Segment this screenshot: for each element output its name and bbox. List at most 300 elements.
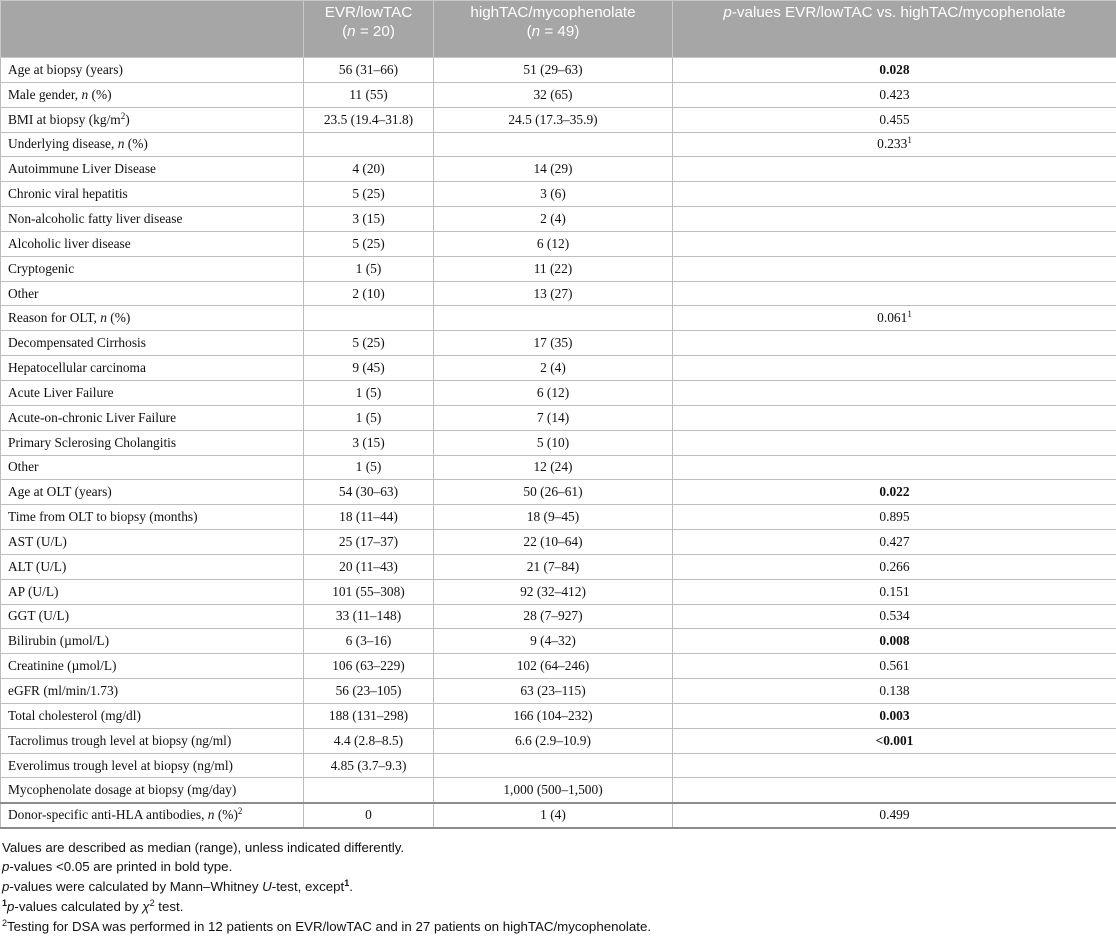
row-label-after: (%) (88, 86, 112, 102)
footnote-3-text-c: . (349, 879, 353, 895)
evr-value-cell (304, 380, 434, 405)
evr-value: 4.4 (2.8–8.5) (333, 732, 404, 748)
hightac-value: 24.5 (17.3–35.9) (508, 111, 598, 127)
row-label-cell (1, 306, 304, 331)
footnote-5-text: Testing for DSA was performed in 12 patients on EVR/lowTAC and in 27 patients on highTAC/mycophenolate. (7, 918, 652, 934)
row-label-cell (1, 356, 304, 381)
evr-value: 188 (131–298) (328, 707, 409, 723)
hightac-value-cell (434, 107, 673, 132)
evr-value-cell (304, 455, 434, 480)
p-value-cell (673, 182, 1116, 207)
table-row (1, 728, 1116, 753)
hightac-value: 6 (12) (536, 235, 570, 251)
p-value-cell (673, 430, 1116, 455)
evr-value-cell (304, 331, 434, 356)
p-value-cell (673, 554, 1116, 579)
evr-value-cell (304, 579, 434, 604)
evr-value-cell (304, 679, 434, 704)
hightac-value-cell (434, 281, 673, 306)
table-row (1, 107, 1116, 132)
evr-value-cell (304, 256, 434, 281)
p-value: 0.561 (879, 658, 910, 674)
row-label: Autoimmune Liver Disease (8, 161, 157, 177)
row-label-after: ) (125, 111, 130, 127)
evr-value: 3 (15) (352, 434, 385, 450)
header-p-italic: p (723, 4, 732, 21)
row-label: AST (U/L) (8, 533, 67, 549)
p-value-cell (673, 107, 1116, 132)
row-label: Time from OLT to biopsy (months) (8, 509, 198, 525)
row-label-italic: n (207, 807, 215, 823)
row-label: Total cholesterol (mg/dl) (8, 707, 141, 723)
hightac-value: 9 (4–32) (530, 633, 576, 649)
header-evr-n: n (347, 23, 356, 40)
evr-value-cell (304, 654, 434, 679)
row-label-after: (%) (214, 807, 238, 823)
row-label: Donor-specific anti-HLA antibodies, (8, 807, 208, 823)
evr-value: 101 (55–308) (332, 583, 405, 599)
table-row (1, 604, 1116, 629)
p-value-cell (673, 654, 1116, 679)
hightac-value-cell (434, 132, 673, 157)
hightac-value-cell (434, 728, 673, 753)
hightac-value: 18 (9–45) (526, 509, 580, 525)
table-row (1, 778, 1116, 803)
table-row (1, 207, 1116, 232)
header-hightac-count: = 49) (540, 23, 580, 40)
row-label-cell (1, 430, 304, 455)
hightac-value-cell (434, 604, 673, 629)
hightac-value: 32 (65) (533, 86, 573, 102)
row-label-italic: n (117, 136, 125, 152)
evr-value-cell (304, 405, 434, 430)
evr-value: 106 (63–229) (332, 658, 405, 674)
hightac-value: 102 (64–246) (516, 658, 590, 674)
row-label-cell (1, 703, 304, 728)
table-row (1, 281, 1116, 306)
table-row (1, 256, 1116, 281)
p-value-cell (673, 331, 1116, 356)
table-row (1, 430, 1116, 455)
p-value: 0.003 (879, 707, 910, 723)
hightac-value: 6 (12) (536, 384, 570, 400)
row-label-cell (1, 182, 304, 207)
table-header (1, 1, 1116, 58)
p-value: 0.455 (879, 111, 910, 127)
table-row (1, 703, 1116, 728)
hightac-value-cell (434, 231, 673, 256)
header-empty-cell (1, 1, 304, 58)
p-value-cell (673, 803, 1116, 828)
row-label: Age at OLT (years) (8, 484, 112, 500)
hightac-value-cell (434, 256, 673, 281)
row-label-cell (1, 530, 304, 555)
row-label-cell (1, 256, 304, 281)
row-label: Bilirubin (µmol/L) (8, 633, 110, 649)
header-row (1, 1, 1116, 58)
evr-value-cell (304, 58, 434, 83)
p-value-cell (673, 157, 1116, 182)
row-label: Reason for OLT, (8, 310, 101, 326)
row-label: Underlying disease, (8, 136, 118, 152)
hightac-value: 7 (14) (536, 409, 570, 425)
hightac-value: 50 (26–61) (523, 484, 583, 500)
p-value-cell (673, 530, 1116, 555)
evr-value-cell (304, 157, 434, 182)
p-value-cell (673, 579, 1116, 604)
row-label: BMI at biopsy (kg/m (8, 111, 121, 127)
row-label-sup: 2 (120, 110, 126, 121)
footnote-5-sup: 2 (2, 917, 8, 928)
evr-value-cell (304, 703, 434, 728)
table-row (1, 356, 1116, 381)
table-row (1, 753, 1116, 778)
hightac-value: 3 (6) (540, 186, 566, 202)
table-row (1, 380, 1116, 405)
footnote-4-sup2: 2 (149, 898, 155, 909)
row-label-cell (1, 58, 304, 83)
hightac-value: 5 (10) (536, 434, 570, 450)
evr-value: 23.5 (19.4–31.8) (323, 111, 414, 127)
footnote-4 (2, 897, 1116, 917)
p-value-cell (673, 231, 1116, 256)
evr-value: 56 (23–105) (335, 683, 402, 699)
row-label-cell (1, 380, 304, 405)
row-label: eGFR (ml/min/1.73) (8, 683, 119, 699)
row-label-cell (1, 604, 304, 629)
p-value-cell (673, 281, 1116, 306)
hightac-value-cell (434, 778, 673, 803)
p-value: 0.233 (877, 136, 908, 152)
row-label-cell (1, 480, 304, 505)
header-p-title: -values EVR/lowTAC vs. highTAC/mycophenolate (731, 4, 1066, 21)
table-row (1, 455, 1116, 480)
row-label-cell (1, 331, 304, 356)
hightac-value-cell (434, 405, 673, 430)
evr-value: 25 (17–37) (338, 533, 399, 549)
hightac-value-cell (434, 82, 673, 107)
row-label-cell (1, 803, 304, 828)
row-label-cell (1, 753, 304, 778)
evr-value: 0 (365, 807, 372, 823)
hightac-value-cell (434, 505, 673, 530)
hightac-value: 22 (10–64) (523, 533, 583, 549)
evr-value: 2 (10) (352, 285, 385, 301)
hightac-value-cell (434, 554, 673, 579)
row-label-cell (1, 107, 304, 132)
evr-value: 5 (25) (352, 335, 385, 351)
table-row (1, 306, 1116, 331)
row-label: Other (8, 285, 39, 301)
header-hightac-title: highTAC/mycophenolate (470, 4, 636, 21)
header-evr-title: EVR/lowTAC (324, 4, 413, 21)
footnote-2 (2, 857, 1116, 877)
row-label-after: (%) (124, 136, 148, 152)
footnote-4-p: p (7, 899, 15, 915)
row-label-cell (1, 132, 304, 157)
evr-value: 11 (55) (349, 86, 388, 102)
hightac-value-cell (434, 306, 673, 331)
footnote-2-text: -values <0.05 are printed in bold type. (9, 859, 233, 875)
evr-value-cell (304, 753, 434, 778)
row-label: Acute Liver Failure (8, 384, 114, 400)
evr-value-cell (304, 554, 434, 579)
table-row (1, 132, 1116, 157)
row-label-cell (1, 654, 304, 679)
row-label-cell (1, 281, 304, 306)
hightac-value: 2 (4) (540, 360, 566, 376)
hightac-value-cell (434, 182, 673, 207)
p-value-cell (673, 679, 1116, 704)
evr-value: 18 (11–44) (339, 509, 398, 525)
p-value-cell (673, 380, 1116, 405)
table-row (1, 231, 1116, 256)
evr-value-cell (304, 207, 434, 232)
evr-value-cell (304, 530, 434, 555)
row-label: Everolimus trough level at biopsy (ng/ml) (8, 757, 233, 773)
table-row (1, 530, 1116, 555)
evr-value: 1 (5) (355, 459, 382, 475)
evr-value-cell (304, 182, 434, 207)
p-value-cell (673, 405, 1116, 430)
evr-value-cell (304, 306, 434, 331)
evr-value-cell (304, 430, 434, 455)
header-p-values (673, 1, 1116, 58)
p-value-sup: 1 (907, 135, 912, 146)
table-body (1, 58, 1116, 828)
hightac-value: 2 (4) (540, 210, 566, 226)
hightac-value: 63 (23–115) (520, 683, 586, 699)
hightac-value-cell (434, 455, 673, 480)
p-value-cell (673, 604, 1116, 629)
table-row (1, 579, 1116, 604)
footnote-3 (2, 877, 1116, 897)
hightac-value: 51 (29–63) (523, 61, 583, 77)
p-value-sup: 1 (907, 309, 912, 320)
evr-value: 6 (3–16) (345, 633, 392, 649)
row-label-cell (1, 728, 304, 753)
footnote-1 (2, 838, 1116, 858)
hightac-value: 6.6 (2.9–10.9) (515, 732, 591, 748)
footnote-3-sup: 1 (344, 878, 350, 889)
p-value: 0.266 (879, 558, 910, 574)
hightac-value-cell (434, 579, 673, 604)
p-value-cell (673, 207, 1116, 232)
p-value-cell (673, 703, 1116, 728)
evr-value-cell (304, 480, 434, 505)
table-row (1, 480, 1116, 505)
header-evr-lowtac (304, 1, 434, 58)
row-label-sup2: 2 (237, 806, 243, 817)
p-value-cell (673, 753, 1116, 778)
p-value: 0.022 (879, 484, 910, 500)
row-label: Non-alcoholic fatty liver disease (8, 210, 183, 226)
footnote-4-chi: χ (142, 899, 150, 915)
p-value-cell (673, 82, 1116, 107)
table-row (1, 331, 1116, 356)
footnote-4-text-a: -values calculated by (14, 899, 143, 915)
p-value: 0.427 (879, 533, 910, 549)
p-value-cell (673, 455, 1116, 480)
evr-value: 54 (30–63) (338, 484, 399, 500)
hightac-value-cell (434, 380, 673, 405)
footnote-3-p: p (2, 879, 10, 895)
row-label: Alcoholic liver disease (8, 235, 131, 251)
hightac-value: 13 (27) (533, 285, 573, 301)
p-value: 0.895 (879, 509, 910, 525)
hightac-value-cell (434, 530, 673, 555)
row-label-cell (1, 157, 304, 182)
footnote-4-text-b: test. (154, 899, 184, 915)
hightac-value-cell (434, 629, 673, 654)
p-value-cell (673, 778, 1116, 803)
row-label: Cryptogenic (8, 260, 75, 276)
evr-value-cell (304, 82, 434, 107)
evr-value-cell (304, 604, 434, 629)
row-label-cell (1, 629, 304, 654)
evr-value: 56 (31–66) (338, 61, 399, 77)
table-row (1, 554, 1116, 579)
row-label: GGT (U/L) (8, 608, 70, 624)
hightac-value: 21 (7–84) (526, 558, 580, 574)
table-row (1, 405, 1116, 430)
evr-value-cell (304, 778, 434, 803)
row-label-after: (%) (106, 310, 131, 326)
p-value-cell (673, 629, 1116, 654)
table-row (1, 629, 1116, 654)
row-label: Decompensated Cirrhosis (8, 335, 146, 351)
footnote-3-text-b: -test, except (271, 879, 345, 895)
evr-value: 1 (5) (355, 409, 382, 425)
table-row (1, 58, 1116, 83)
row-label: Other (8, 459, 39, 475)
p-value-cell (673, 728, 1116, 753)
row-label: Hepatocellular carcinoma (8, 360, 146, 376)
row-label: AP (U/L) (8, 583, 59, 599)
evr-value: 4 (20) (352, 161, 385, 177)
hightac-value: 166 (104–232) (513, 707, 593, 723)
evr-value-cell (304, 629, 434, 654)
table-row (1, 654, 1116, 679)
evr-value: 4.85 (3.7–9.3) (330, 757, 407, 773)
p-value: 0.534 (879, 608, 910, 624)
header-evr-paren: ( (342, 23, 348, 40)
p-value: 0.499 (879, 807, 910, 823)
row-label: Acute-on-chronic Liver Failure (8, 409, 177, 425)
hightac-value-cell (434, 703, 673, 728)
row-label: Age at biopsy (years) (8, 61, 123, 77)
p-value-cell (673, 58, 1116, 83)
row-label: Creatinine (µmol/L) (8, 658, 117, 674)
p-value-cell (673, 256, 1116, 281)
hightac-value-cell (434, 654, 673, 679)
row-label-cell (1, 778, 304, 803)
row-label: Mycophenolate dosage at biopsy (mg/day) (8, 782, 237, 798)
hightac-value-cell (434, 207, 673, 232)
p-value-cell (673, 306, 1116, 331)
row-label-cell (1, 455, 304, 480)
p-value: 0.138 (879, 683, 910, 699)
footnote-2-p: p (2, 859, 10, 875)
evr-value: 3 (15) (352, 210, 385, 226)
p-value: 0.008 (879, 633, 910, 649)
header-hightac-n: n (531, 23, 541, 40)
p-value-cell (673, 132, 1116, 157)
evr-value-cell (304, 107, 434, 132)
hightac-value-cell (434, 58, 673, 83)
p-value: <0.001 (875, 732, 914, 748)
hightac-value-cell (434, 356, 673, 381)
evr-value-cell (304, 231, 434, 256)
evr-value: 5 (25) (352, 186, 385, 202)
hightac-value-cell (434, 157, 673, 182)
row-label-cell (1, 579, 304, 604)
evr-value-cell (304, 132, 434, 157)
hightac-value-cell (434, 480, 673, 505)
table-row (1, 157, 1116, 182)
evr-value-cell (304, 281, 434, 306)
footnote-4-sup: 1 (2, 898, 8, 909)
hightac-value: 1,000 (500–1,500) (503, 782, 603, 798)
hightac-value: 12 (24) (533, 459, 573, 475)
hightac-value-cell (434, 331, 673, 356)
row-label: Tacrolimus trough level at biopsy (ng/ml) (8, 732, 232, 748)
hightac-value-cell (434, 803, 673, 828)
hightac-value-cell (434, 753, 673, 778)
row-label-italic: n (81, 86, 89, 102)
table-row (1, 82, 1116, 107)
evr-value: 9 (45) (352, 360, 385, 376)
row-label-cell (1, 82, 304, 107)
p-value: 0.423 (879, 86, 910, 102)
footnote-5 (2, 917, 1116, 937)
row-label-italic: n (100, 310, 107, 326)
row-label: ALT (U/L) (8, 558, 67, 574)
evr-value-cell (304, 728, 434, 753)
hightac-value: 28 (7–927) (523, 608, 583, 624)
p-value-cell (673, 505, 1116, 530)
hightac-value: 11 (22) (533, 260, 573, 276)
hightac-value: 1 (4) (540, 807, 566, 823)
hightac-value-cell (434, 679, 673, 704)
row-label-cell (1, 207, 304, 232)
hightac-value-cell (434, 430, 673, 455)
hightac-value: 14 (29) (533, 161, 573, 177)
hightac-value: 17 (35) (533, 335, 573, 351)
hightac-value: 92 (32–412) (520, 583, 586, 599)
p-value: 0.028 (879, 61, 910, 77)
header-evr-count: = 20) (355, 23, 395, 40)
row-label-cell (1, 505, 304, 530)
evr-value: 20 (11–43) (339, 558, 398, 574)
row-label-cell (1, 231, 304, 256)
footnote-1-text: Values are described as median (range), unless indicated differently. (2, 839, 405, 855)
p-value: 0.151 (879, 583, 910, 599)
evr-value-cell (304, 356, 434, 381)
footnote-3-u: U (262, 879, 272, 895)
header-hightac (434, 1, 673, 58)
table-row (1, 182, 1116, 207)
p-value: 0.061 (877, 310, 908, 326)
evr-value-cell (304, 505, 434, 530)
evr-value: 1 (5) (355, 384, 382, 400)
row-label-cell (1, 679, 304, 704)
table-row (1, 803, 1116, 828)
row-label: Chronic viral hepatitis (8, 186, 128, 202)
footnote-3-text-a: -values were calculated by Mann–Whitney (9, 879, 263, 895)
table-footnotes (0, 829, 1116, 937)
table-row (1, 679, 1116, 704)
